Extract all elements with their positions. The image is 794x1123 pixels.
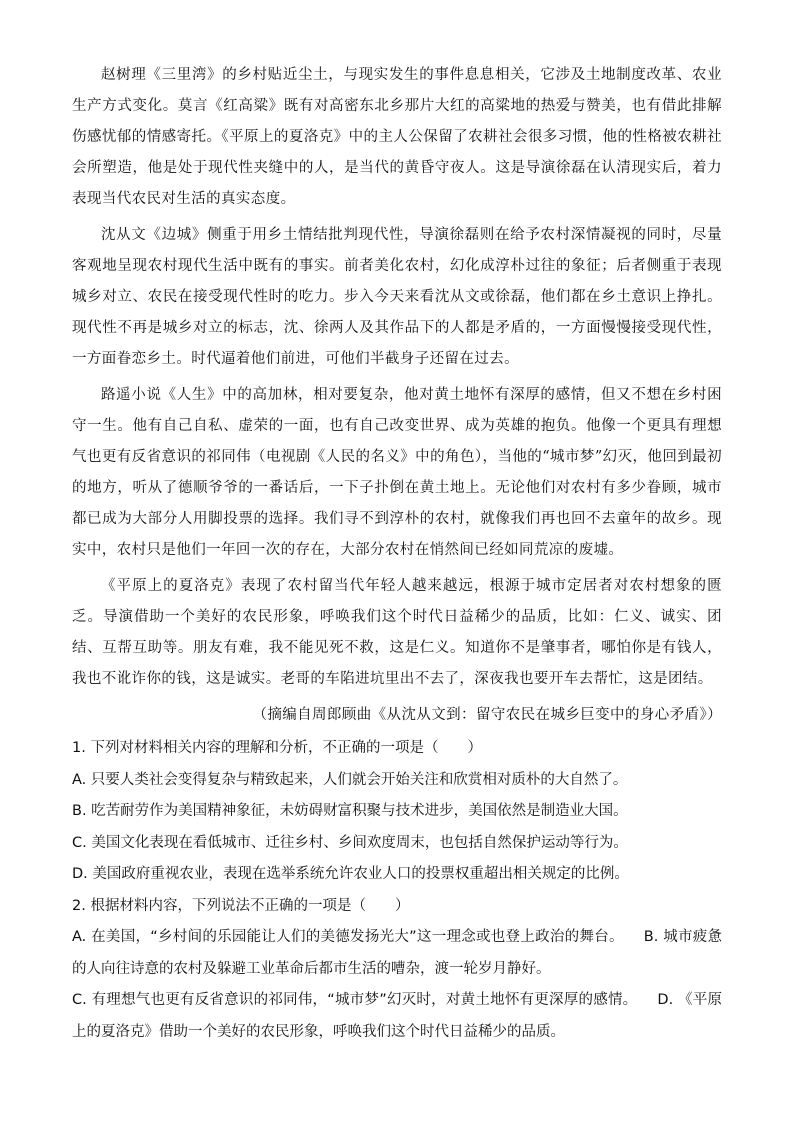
question-1-option-c: C. 美国文化表现在看低城市、迁往乡村、乡间欢度周末，也包括自然保护运动等行为。 [72,834,628,851]
question-1-option-b: B. 吃苦耐劳作为美国精神象征，未妨碍财富积聚与技术进步，美国依然是制造业大国。 [72,803,628,819]
reading-passage [72,60,722,731]
passage-source: （摘编自周郎顾曲《从沈从文到：留守农民在城乡巨变中的身心矛盾》） [252,707,722,723]
passage-paragraph-1: 赵树理《三里湾》的乡村贴近尘土，与现实发生的事件息息相关，它涉及土地制度改革、农业生产方式变化。莫言《红高粱》既有对高密东北乡那片大红的高粱地的热爱与赞美，也有借此排解伤感忧郁的情感寄托。《平原上的夏洛克》中的主人公保留了农耕社会很多习惯，他的性格被农耕社会所塑造，他是处于现代性夹缝中的人，是当代的黄昏守夜人。这是导演徐磊在认清现实后，着力表现当代农民对生活的真实态度。 [72,67,722,207]
question-2-option-a: A. 在美国，“乡村间的乐园能让人们的美德发扬光大”这一理念或也登上政治的舞台。 [72,929,624,945]
question-2-options-cd [72,985,722,1048]
question-1-option-d: D. 美国政府重视农业，表现在选举系统允许农业人口的投票权重超出相关规定的比例。 [72,866,629,882]
question-block-2 [72,891,722,1049]
passage-paragraph-2: 沈从文《边城》侧重于用乡土情结批判现代性，导演徐磊则在给予农村深情凝视的同时，尽量客观地呈现农村现代生活中既有的事实。前者美化农村，幻化成淳朴过往的象征；后者侧重于表现城乡对立、农民在接受现代性时的吃力。步入今天来看沈从文或徐磊，他们都在乡土意识上挣扎。现代性不再是城乡对立的标志，沈、徐两人及其作品下的人都是矛盾的，一方面慢慢接受现代性，一方面眷恋乡土。时代逼着他们前进，可他们半截身子还留在过去。 [72,227,722,367]
question-1-option-a: A. 只要人类社会变得复杂与精致起来，人们就会开始关注和欣赏相对质朴的大自然了。 [72,771,628,788]
question-2-option-c: C. 有理想气也更有反省意识的祁同伟，“城市梦”幻灭时，对黄土地怀有更深厚的感情。 [72,992,638,1008]
question-block-1 [72,733,722,891]
question-2-option-d: D. 《平原上的夏洛克》借助一个美好的农民形象，呼唤我们这个时代日益稀少的品质。 [72,992,722,1040]
passage-paragraph-4: 《平原上的夏洛克》表现了农村留当代年轻人越来越远，根源于城市定居者对农村想象的匮乏。导演借助一个美好的农民形象，呼唤我们这个时代日益稀少的品质，比如：仁义、诚实、团结、互帮互助等。朋友有难，我不能见死不救，这是仁义。知道你不是肇事者，哪怕你是有钱人，我也不讹诈你的钱，这是诚实。老哥的车陷进坑里出不去了，深夜我也要开车去帮忙，这是团结。 [72,578,722,687]
passage-paragraph-3: 路遥小说《人生》中的高加林，相对要复杂，他对黄土地怀有深厚的感情，但又不想在乡村困守一生。他有自己自私、虚荣的一面，也有自己改变世界、成为英雄的抱负。他像一个更具有理想气也更有反省意识的祁同伟（电视剧《人民的名义》中的角色），当他的“城市梦”幻灭，他回到最初的地方，听从了德顺爷爷的一番话后，一下子扑倒在黄土地上。无论他们对农村有多少眷顾，城市都已成为大部分人用脚投票的选择。我们寻不到淳朴的农村，就像我们再也回不去童年的故乡。现实中，农村只是他们一年回一次的存在，大部分农村在悄然间已经如同荒凉的废墟。 [72,387,722,558]
question-2-option-b: B. 城市疲惫的人向往诗意的农村及躲避工业革命后都市生活的嘈杂，渡一轮岁月静好。 [72,929,723,977]
question-stem-2: 2. 根据材料内容，下列说法不正确的一项是（ ） [72,897,410,914]
question-2-options-ab [72,922,722,985]
question-stem-1: 1. 下列对材料相关内容的理解和分析，不正确的一项是（ ） [72,740,482,756]
document-page [72,60,722,1048]
